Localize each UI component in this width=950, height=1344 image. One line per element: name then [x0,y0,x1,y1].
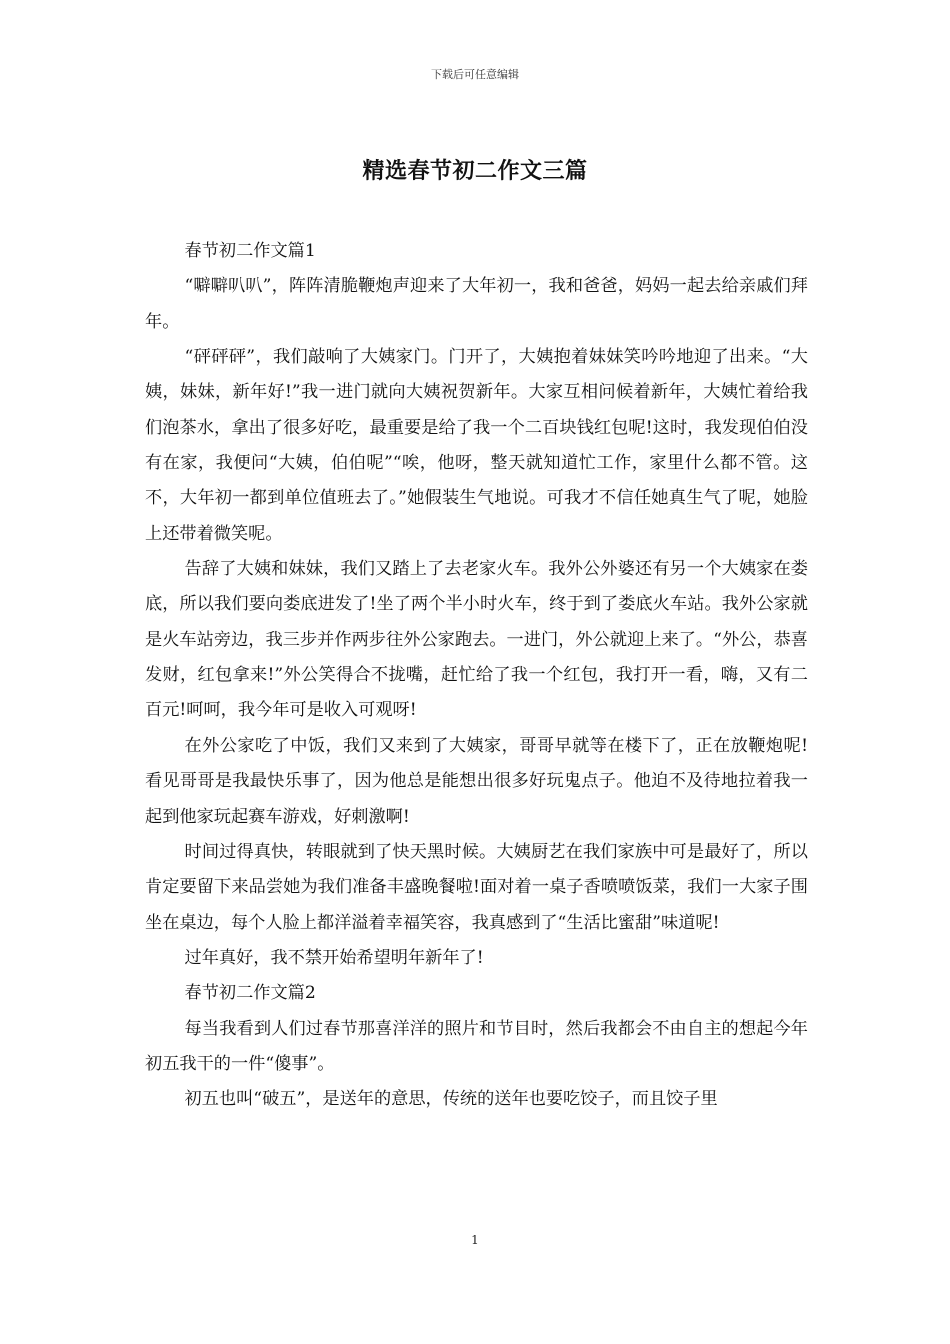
body-paragraph: 时间过得真快，转眼就到了快天黑时候。大姨厨艺在我们家族中可是最好了，所以肯定要留下来品尝她为我们准备丰盛晚餐啦!面对着一桌子香喷喷饭菜，我们一大家子围坐在桌边，每个人脸上都洋溢着幸福笑容，我真感到了“生活比蜜甜”味道呢! [145,841,808,933]
section-heading: 春节初二作文篇2 [184,983,316,1004]
body-paragraph: 每当我看到人们过春节那喜洋洋的照片和节目时，然后我都会不由自主的想起今年初五我干的一件“傻事”。 [145,1018,808,1074]
body-paragraph: 在外公家吃了中饭，我们又来到了大姨家，哥哥早就等在楼下了，正在放鞭炮呢!看见哥哥是我最快乐事了，因为他总是能想出很多好玩鬼点子。他迫不及待地拉着我一起到他家玩起赛车游戏，好刺激啊! [145,735,808,827]
body-paragraph: 初五也叫“破五”，是送年的意思，传统的送年也要吃饺子，而且饺子里 [184,1089,718,1110]
body-paragraph: 告辞了大姨和妹妹，我们又踏上了去老家火车。我外公外婆还有另一个大姨家在娄底，所以我们要向娄底进发了!坐了两个半小时火车，终于到了娄底火车站。我外公家就是火车站旁边，我三步并作两步往外公家跑去。一进门，外公就迎上来了。“外公，恭喜发财，红包拿来!”外公笑得合不拢嘴，赶忙给了我一个红包，我打开一看，嗨，又有二百元!呵呵，我今年可是收入可观呀! [145,559,808,721]
document-body [145,234,808,1118]
section-heading: 春节初二作文篇1 [184,241,316,261]
document-title: 精选春节初二作文三篇 [362,158,588,184]
header-note: 下载后可任意编辑 [431,68,519,81]
body-paragraph: 过年真好，我不禁开始希望明年新年了! [184,947,484,968]
body-paragraph: “噼噼叭叭”，阵阵清脆鞭炮声迎来了大年初一，我和爸爸，妈妈一起去给亲戚们拜年。 [145,276,808,332]
body-paragraph: “砰砰砰”，我们敲响了大姨家门。门开了，大姨抱着妹妹笑吟吟地迎了出来。“大姨，妹妹，新年好!”我一进门就向大姨祝贺新年。大家互相问候着新年，大姨忙着给我们泡茶水，拿出了很多好吃，最重要是给了我一个二百块钱红包呢!这时，我发现伯伯没有在家，我便问“大姨，伯伯呢”“唉，他呀，整天就知道忙工作，家里什么都不管。这不，大年初一都到单位值班去了。”她假装生气地说。可我才不信任她真生气了呢，她脸上还带着微笑呢。 [145,347,808,544]
page-number: 1 [471,1233,479,1247]
